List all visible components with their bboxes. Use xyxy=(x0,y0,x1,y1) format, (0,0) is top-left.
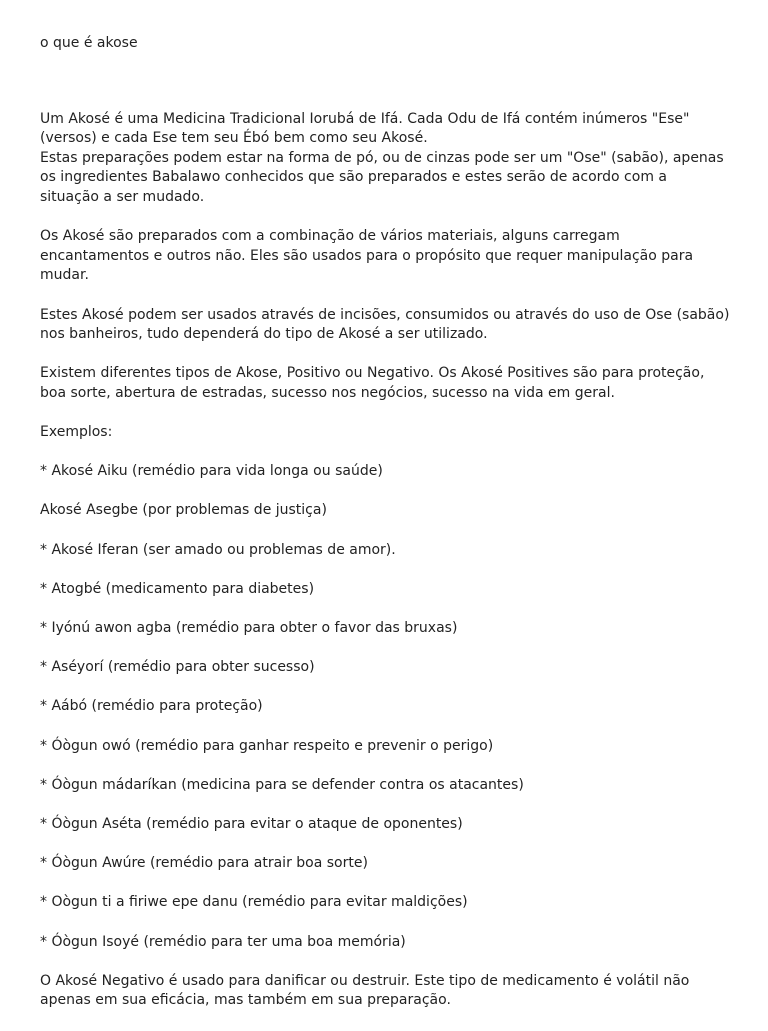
list-item: Akosé Asegbe (por problemas de justiça) xyxy=(40,502,327,519)
examples-list xyxy=(40,462,730,952)
list-item: * Akosé Aiku (remédio para vida longa ou saúde) xyxy=(40,463,383,480)
list-item: * Óògun owó (remédio para ganhar respeito e prevenir o perigo) xyxy=(40,737,494,754)
intro-line-1: Um Akosé é uma Medicina Tradicional Iorubá de Ifá. Cada Odu de Ifá contém inúmeros "Ese" (versos) e cada Ese tem seu Ébó bem como seu Akosé. xyxy=(40,110,690,147)
paragraph-usage: Estes Akosé podem ser usados através de incisões, consumidos ou através do uso de Ose (sabão) nos banheiros, tudo dependerá do tipo de Akosé a ser utilizado. xyxy=(40,306,730,343)
intro-line-2: Estas preparações podem estar na forma de pó, ou de cinzas pode ser um "Ose" (sabão), apenas os ingredientes Babalawo conhecidos que são preparados e estes serão de acordo com a situação a ser mudado. xyxy=(40,149,724,205)
list-item: * Óògun Aséta (remédio para evitar o ataque de oponentes) xyxy=(40,815,463,832)
list-item: * Atogbé (medicamento para diabetes) xyxy=(40,580,315,597)
list-item: * Aábó (remédio para proteção) xyxy=(40,698,263,715)
list-item: * Óògun Isoyé (remédio para ter uma boa memória) xyxy=(40,933,406,950)
intro-paragraph xyxy=(40,110,730,208)
page-title: o que é akose xyxy=(40,35,138,51)
list-item: * Óògun Awúre (remédio para atrair boa sorte) xyxy=(40,855,368,872)
list-item: * Óògun mádaríkan (medicina para se defender contra os atacantes) xyxy=(40,776,524,793)
examples-label: Exemplos: xyxy=(40,424,113,441)
paragraph-negative: O Akosé Negativo é usado para danificar ou destruir. Este tipo de medicamento é volátil não apenas em sua eficácia, mas também em sua preparação. xyxy=(40,972,690,1009)
document-page xyxy=(40,34,730,1031)
list-item: * Aséyorí (remédio para obter sucesso) xyxy=(40,659,315,676)
list-item: * Akosé Iferan (ser amado ou problemas de amor). xyxy=(40,541,396,558)
list-item: * Oògun ti a firiwe epe danu (remédio para evitar maldições) xyxy=(40,894,468,911)
paragraph-preparation: Os Akosé são preparados com a combinação de vários materiais, alguns carregam encantamentos e outros não. Eles são usados para o propósito que requer manipulação para mudar. xyxy=(40,228,694,284)
list-item: * Iyónú awon agba (remédio para obter o favor das bruxas) xyxy=(40,620,458,637)
paragraph-types: Existem diferentes tipos de Akose, Positivo ou Negativo. Os Akosé Positives são para proteção, boa sorte, abertura de estradas, sucesso nos negócios, sucesso na vida em geral. xyxy=(40,365,705,401)
